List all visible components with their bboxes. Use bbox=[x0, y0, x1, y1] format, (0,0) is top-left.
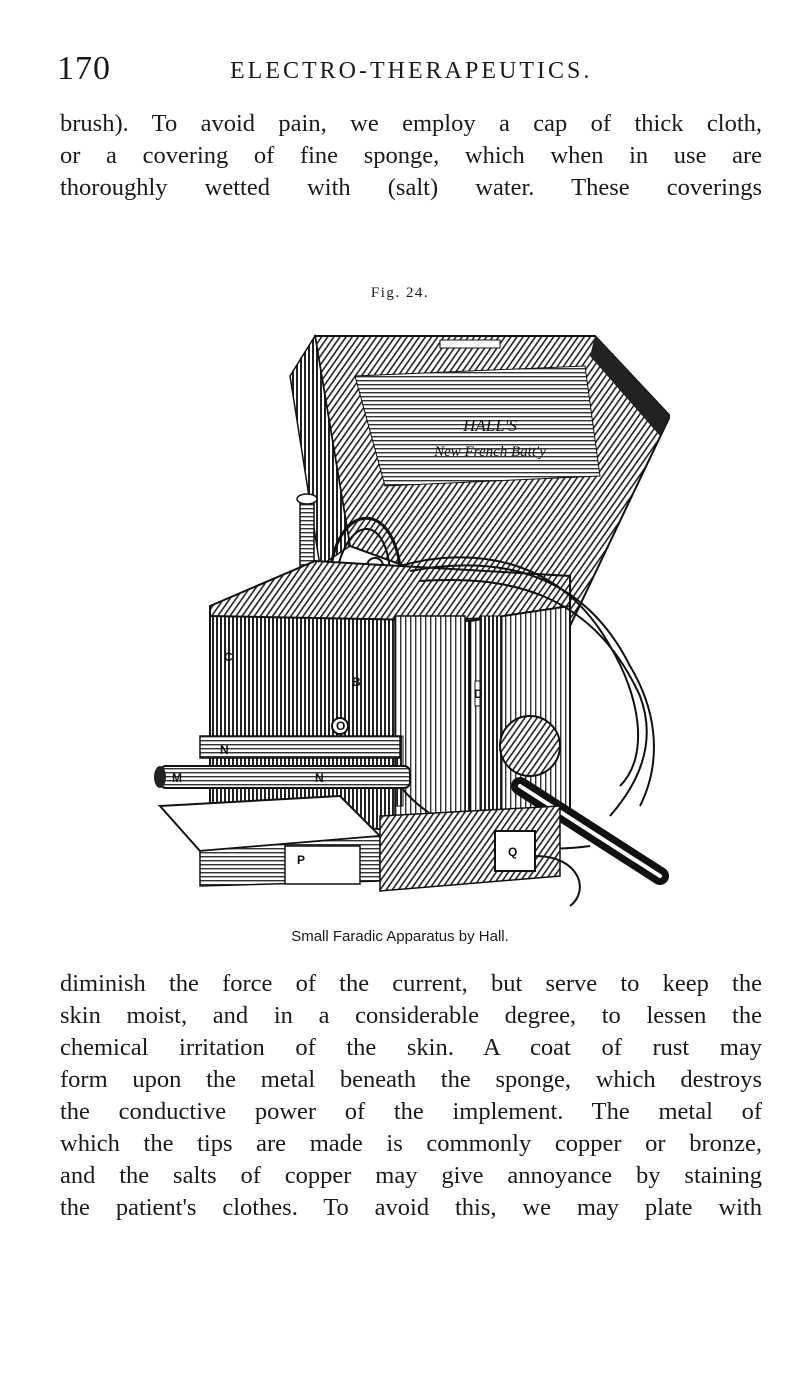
lid-label-line1: HALL'S bbox=[463, 416, 517, 435]
letter-b: B bbox=[352, 675, 361, 689]
text-line: thoroughly wetted with (salt) water. These coverings bbox=[60, 174, 762, 201]
page-number: 170 bbox=[57, 50, 111, 87]
text-line: diminish the force of the current, but serve to keep the bbox=[60, 970, 762, 997]
text-line: skin moist, and in a considerable degree, to lessen the bbox=[60, 1002, 762, 1029]
letter-m: M bbox=[172, 771, 182, 785]
text-line: chemical irritation of the skin. A coat of rust may bbox=[60, 1034, 762, 1061]
text-line: the conductive power of the implement. The metal of bbox=[60, 1098, 762, 1125]
letter-c: C bbox=[224, 650, 233, 664]
paragraph-top bbox=[60, 108, 762, 204]
letter-p: P bbox=[297, 853, 306, 867]
paragraph-bottom bbox=[60, 968, 762, 1224]
page-header bbox=[57, 50, 757, 98]
figure-label: Fig. 24. bbox=[370, 285, 430, 301]
letter-n1: N bbox=[220, 743, 229, 757]
battery-box bbox=[210, 561, 570, 836]
letter-n2: N bbox=[315, 771, 324, 785]
text-line: the patient's clothes. To avoid this, we may plate with bbox=[60, 1194, 762, 1221]
text-line: brush). To avoid pain, we employ a cap of thick cloth, bbox=[60, 110, 762, 137]
text-line: which the tips are made is commonly copper or bronze, bbox=[60, 1130, 762, 1157]
text-line: form upon the metal beneath the sponge, which destroys bbox=[60, 1066, 762, 1093]
letter-o: O bbox=[336, 719, 346, 733]
letter-q: Q bbox=[508, 845, 518, 859]
apparatus-illustration bbox=[140, 316, 670, 918]
letter-d: D bbox=[474, 687, 483, 701]
text-line: or a covering of fine sponge, which when in use are bbox=[60, 142, 762, 169]
text-line: and the salts of copper may give annoyance by staining bbox=[60, 1162, 762, 1189]
faradic-apparatus-figure bbox=[140, 316, 670, 918]
lid-label-line2: New French Batt'y bbox=[434, 444, 546, 460]
running-head: ELECTRO-THERAPEUTICS. bbox=[230, 58, 593, 84]
figure-caption: Small Faradic Apparatus by Hall. bbox=[291, 928, 509, 945]
